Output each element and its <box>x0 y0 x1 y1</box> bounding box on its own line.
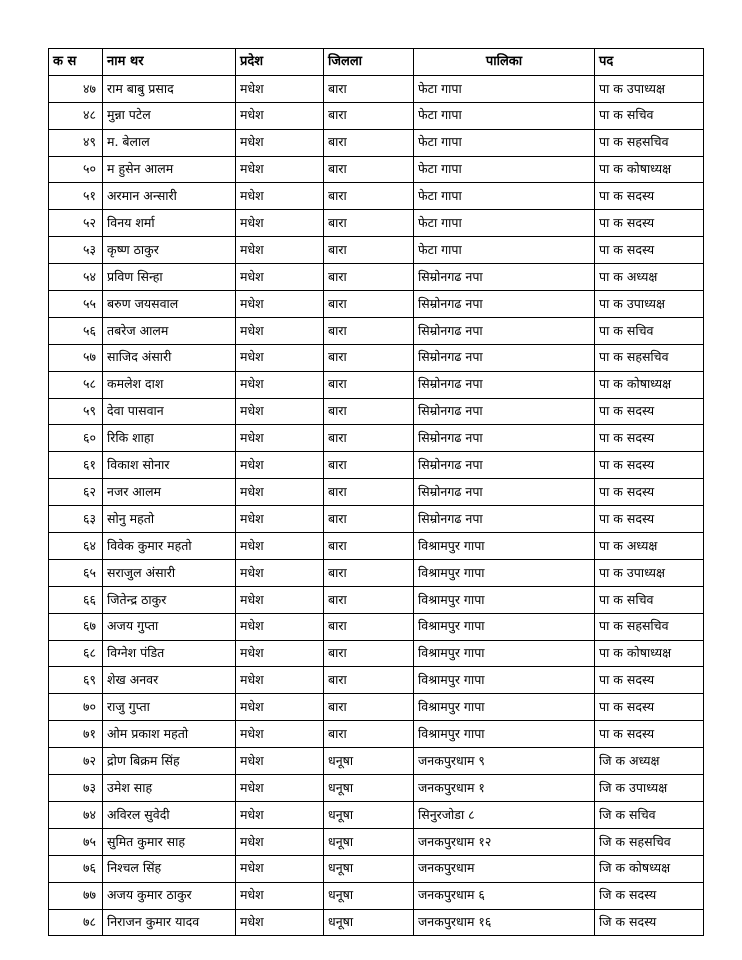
cell-name: देवा पासवान <box>103 398 236 425</box>
table-row <box>49 344 704 371</box>
table-row <box>49 828 704 855</box>
cell-name: कमलेश दाश <box>103 371 236 398</box>
cell-serial: ५७ <box>49 344 103 371</box>
cell-district: बारा <box>324 667 414 694</box>
cell-district: बारा <box>324 694 414 721</box>
table-row <box>49 694 704 721</box>
cell-province: मधेश <box>236 452 324 479</box>
header-name: नाम थर <box>103 49 236 76</box>
table-row <box>49 102 704 129</box>
cell-district: बारा <box>324 183 414 210</box>
cell-serial: ५६ <box>49 317 103 344</box>
cell-name: द्रोण बिक्रम सिंह <box>103 748 236 775</box>
cell-serial: ४८ <box>49 102 103 129</box>
cell-post: जि क सदस्य <box>595 882 704 909</box>
cell-name: म हुसेन आलम <box>103 156 236 183</box>
cell-district: बारा <box>324 559 414 586</box>
cell-province: मधेश <box>236 75 324 102</box>
cell-province: मधेश <box>236 613 324 640</box>
cell-name: ओम प्रकाश महतो <box>103 721 236 748</box>
table-row <box>49 882 704 909</box>
table-row <box>49 506 704 533</box>
header-province: प्रदेश <box>236 49 324 76</box>
cell-province: मधेश <box>236 640 324 667</box>
cell-district: बारा <box>324 640 414 667</box>
cell-name: अजय कुमार ठाकुर <box>103 882 236 909</box>
cell-province: मधेश <box>236 398 324 425</box>
cell-province: मधेश <box>236 559 324 586</box>
cell-post: पा क सचिव <box>595 102 704 129</box>
cell-post: पा क सहसचिव <box>595 344 704 371</box>
cell-district: बारा <box>324 210 414 237</box>
cell-post: जि क कोषध्यक्ष <box>595 855 704 882</box>
cell-palika: फेटा गापा <box>414 237 595 264</box>
cell-serial: ७६ <box>49 855 103 882</box>
cell-serial: ५९ <box>49 398 103 425</box>
cell-name: विग्नेश पंडित <box>103 640 236 667</box>
cell-post: पा क सचिव <box>595 586 704 613</box>
cell-palika: सिम्रोनगढ नपा <box>414 291 595 318</box>
cell-district: बारा <box>324 398 414 425</box>
cell-serial: ७७ <box>49 882 103 909</box>
cell-serial: ६० <box>49 425 103 452</box>
cell-district: धनूषा <box>324 882 414 909</box>
cell-serial: ७१ <box>49 721 103 748</box>
table-row <box>49 425 704 452</box>
cell-province: मधेश <box>236 344 324 371</box>
cell-province: मधेश <box>236 156 324 183</box>
cell-palika: सिम्रोनगढ नपा <box>414 344 595 371</box>
cell-district: बारा <box>324 264 414 291</box>
cell-district: धनूषा <box>324 855 414 882</box>
cell-province: मधेश <box>236 721 324 748</box>
cell-district: बारा <box>324 75 414 102</box>
cell-serial: ६७ <box>49 613 103 640</box>
cell-name: मुन्ना पटेल <box>103 102 236 129</box>
cell-district: धनूषा <box>324 909 414 936</box>
cell-province: मधेश <box>236 506 324 533</box>
cell-district: बारा <box>324 156 414 183</box>
cell-province: मधेश <box>236 801 324 828</box>
cell-name: विकाश सोनार <box>103 452 236 479</box>
cell-post: जि क अध्यक्ष <box>595 748 704 775</box>
cell-post: पा क उपाध्यक्ष <box>595 75 704 102</box>
cell-palika: सिम्रोनगढ नपा <box>414 317 595 344</box>
cell-serial: ४९ <box>49 129 103 156</box>
cell-name: सोनु महतो <box>103 506 236 533</box>
cell-palika: विश्रामपुर गापा <box>414 533 595 560</box>
cell-name: नजर आलम <box>103 479 236 506</box>
cell-post: पा क सदस्य <box>595 479 704 506</box>
cell-province: मधेश <box>236 425 324 452</box>
cell-palika: सिम्रोनगढ नपा <box>414 479 595 506</box>
cell-serial: ६८ <box>49 640 103 667</box>
cell-post: पा क उपाध्यक्ष <box>595 559 704 586</box>
cell-name: प्रविण सिन्हा <box>103 264 236 291</box>
cell-name: राजु गुप्ता <box>103 694 236 721</box>
member-table <box>48 48 704 936</box>
cell-province: मधेश <box>236 371 324 398</box>
header-palika: पालिका <box>414 49 595 76</box>
cell-district: बारा <box>324 129 414 156</box>
cell-province: मधेश <box>236 317 324 344</box>
cell-post: पा क सदस्य <box>595 694 704 721</box>
cell-serial: ७२ <box>49 748 103 775</box>
cell-province: मधेश <box>236 264 324 291</box>
cell-post: पा क सदस्य <box>595 452 704 479</box>
cell-name: सराजुल अंसारी <box>103 559 236 586</box>
cell-palika: जनकपुरधाम ९ <box>414 748 595 775</box>
table-row <box>49 613 704 640</box>
cell-district: धनूषा <box>324 775 414 802</box>
cell-palika: सिम्रोनगढ नपा <box>414 371 595 398</box>
cell-name: निराजन कुमार यादव <box>103 909 236 936</box>
cell-serial: ५५ <box>49 291 103 318</box>
cell-district: बारा <box>324 344 414 371</box>
cell-serial: ५८ <box>49 371 103 398</box>
cell-province: मधेश <box>236 828 324 855</box>
cell-palika: विश्रामपुर गापा <box>414 586 595 613</box>
cell-palika: सिम्रोनगढ नपा <box>414 398 595 425</box>
cell-name: अजय गुप्ता <box>103 613 236 640</box>
cell-district: बारा <box>324 533 414 560</box>
cell-district: बारा <box>324 721 414 748</box>
cell-serial: ४७ <box>49 75 103 102</box>
table-row <box>49 75 704 102</box>
header-row <box>49 49 704 76</box>
cell-palika: सिम्रोनगढ नपा <box>414 264 595 291</box>
table-row <box>49 237 704 264</box>
cell-serial: ७८ <box>49 909 103 936</box>
cell-post: जि क उपाध्यक्ष <box>595 775 704 802</box>
cell-name: सुमित कुमार साह <box>103 828 236 855</box>
cell-name: विनय शर्मा <box>103 210 236 237</box>
cell-serial: ५२ <box>49 210 103 237</box>
cell-district: धनूषा <box>324 748 414 775</box>
table-row <box>49 210 704 237</box>
cell-name: निश्चल सिंह <box>103 855 236 882</box>
cell-palika: सिम्रोनगढ नपा <box>414 506 595 533</box>
table-row <box>49 909 704 936</box>
cell-post: जि क सदस्य <box>595 909 704 936</box>
cell-serial: ५३ <box>49 237 103 264</box>
table-row <box>49 855 704 882</box>
cell-name: तबरेज आलम <box>103 317 236 344</box>
table-row <box>49 559 704 586</box>
cell-district: बारा <box>324 291 414 318</box>
cell-palika: सिम्रोनगढ नपा <box>414 452 595 479</box>
cell-post: पा क सहसचिव <box>595 129 704 156</box>
table-row <box>49 479 704 506</box>
cell-province: मधेश <box>236 882 324 909</box>
cell-palika: विश्रामपुर गापा <box>414 721 595 748</box>
cell-district: धनूषा <box>324 828 414 855</box>
cell-province: मधेश <box>236 694 324 721</box>
cell-province: मधेश <box>236 909 324 936</box>
cell-district: बारा <box>324 479 414 506</box>
cell-serial: ७५ <box>49 828 103 855</box>
cell-palika: जनकपुरधाम १२ <box>414 828 595 855</box>
cell-serial: ५० <box>49 156 103 183</box>
table-row <box>49 398 704 425</box>
cell-palika: सिम्रोनगढ नपा <box>414 425 595 452</box>
cell-province: मधेश <box>236 855 324 882</box>
cell-province: मधेश <box>236 237 324 264</box>
cell-district: बारा <box>324 317 414 344</box>
table-row <box>49 775 704 802</box>
cell-serial: ७३ <box>49 775 103 802</box>
table-row <box>49 640 704 667</box>
cell-province: मधेश <box>236 129 324 156</box>
cell-palika: फेटा गापा <box>414 210 595 237</box>
cell-district: बारा <box>324 425 414 452</box>
cell-district: बारा <box>324 371 414 398</box>
cell-post: पा क उपाध्यक्ष <box>595 291 704 318</box>
cell-post: पा क कोषाध्यक्ष <box>595 371 704 398</box>
cell-province: मधेश <box>236 291 324 318</box>
header-district: जिलला <box>324 49 414 76</box>
cell-palika: विश्रामपुर गापा <box>414 613 595 640</box>
cell-province: मधेश <box>236 667 324 694</box>
cell-post: पा क कोषाध्यक्ष <box>595 156 704 183</box>
cell-palika: सिनुरजोडा ८ <box>414 801 595 828</box>
cell-post: पा क अध्यक्ष <box>595 264 704 291</box>
cell-post: पा क अध्यक्ष <box>595 533 704 560</box>
cell-province: मधेश <box>236 533 324 560</box>
cell-province: मधेश <box>236 183 324 210</box>
cell-serial: ५१ <box>49 183 103 210</box>
cell-palika: विश्रामपुर गापा <box>414 559 595 586</box>
cell-serial: ६१ <box>49 452 103 479</box>
cell-name: उमेश साह <box>103 775 236 802</box>
cell-palika: विश्रामपुर गापा <box>414 640 595 667</box>
cell-name: रिकि शाहा <box>103 425 236 452</box>
table-row <box>49 156 704 183</box>
cell-post: जि क सचिव <box>595 801 704 828</box>
cell-palika: फेटा गापा <box>414 183 595 210</box>
cell-name: बरुण जयसवाल <box>103 291 236 318</box>
cell-palika: जनकपुरधाम ६ <box>414 882 595 909</box>
cell-serial: ६३ <box>49 506 103 533</box>
cell-province: मधेश <box>236 775 324 802</box>
cell-name: म. बेलाल <box>103 129 236 156</box>
header-serial: क स <box>49 49 103 76</box>
cell-post: पा क सहसचिव <box>595 613 704 640</box>
cell-name: कृष्ण ठाकुर <box>103 237 236 264</box>
cell-palika: विश्रामपुर गापा <box>414 667 595 694</box>
table-row <box>49 371 704 398</box>
cell-serial: ६५ <box>49 559 103 586</box>
cell-serial: ७० <box>49 694 103 721</box>
cell-palika: फेटा गापा <box>414 129 595 156</box>
cell-name: अविरल सुवेदी <box>103 801 236 828</box>
table-row <box>49 129 704 156</box>
table-row <box>49 748 704 775</box>
cell-palika: फेटा गापा <box>414 75 595 102</box>
cell-province: मधेश <box>236 586 324 613</box>
cell-district: बारा <box>324 237 414 264</box>
cell-serial: ६४ <box>49 533 103 560</box>
cell-post: पा क सदस्य <box>595 721 704 748</box>
cell-district: धनूषा <box>324 801 414 828</box>
cell-district: बारा <box>324 452 414 479</box>
cell-post: पा क सदस्य <box>595 667 704 694</box>
cell-palika: जनकपुरधाम १ <box>414 775 595 802</box>
cell-post: पा क सदस्य <box>595 237 704 264</box>
cell-post: पा क कोषाध्यक्ष <box>595 640 704 667</box>
cell-serial: ६९ <box>49 667 103 694</box>
cell-district: बारा <box>324 586 414 613</box>
cell-province: मधेश <box>236 748 324 775</box>
table-row <box>49 264 704 291</box>
cell-province: मधेश <box>236 479 324 506</box>
cell-name: अरमान अन्सारी <box>103 183 236 210</box>
cell-name: शेख अनवर <box>103 667 236 694</box>
cell-palika: जनकपुरधाम १६ <box>414 909 595 936</box>
table-row <box>49 291 704 318</box>
cell-post: पा क सदस्य <box>595 425 704 452</box>
table-row <box>49 721 704 748</box>
table-row <box>49 533 704 560</box>
table-row <box>49 183 704 210</box>
cell-name: जितेन्द्र ठाकुर <box>103 586 236 613</box>
cell-post: पा क सदस्य <box>595 183 704 210</box>
cell-palika: फेटा गापा <box>414 102 595 129</box>
cell-serial: ६२ <box>49 479 103 506</box>
table-row <box>49 801 704 828</box>
cell-palika: विश्रामपुर गापा <box>414 694 595 721</box>
cell-name: साजिद अंसारी <box>103 344 236 371</box>
table-row <box>49 452 704 479</box>
cell-post: पा क सचिव <box>595 317 704 344</box>
cell-district: बारा <box>324 102 414 129</box>
table-row <box>49 317 704 344</box>
cell-name: विवेक कुमार महतो <box>103 533 236 560</box>
cell-post: जि क सहसचिव <box>595 828 704 855</box>
cell-province: मधेश <box>236 102 324 129</box>
cell-name: राम बाबु प्रसाद <box>103 75 236 102</box>
cell-post: पा क सदस्य <box>595 210 704 237</box>
cell-post: पा क सदस्य <box>595 398 704 425</box>
cell-district: बारा <box>324 506 414 533</box>
header-post: पद <box>595 49 704 76</box>
cell-serial: ५४ <box>49 264 103 291</box>
cell-serial: ६६ <box>49 586 103 613</box>
cell-palika: फेटा गापा <box>414 156 595 183</box>
cell-post: पा क सदस्य <box>595 506 704 533</box>
cell-palika: जनकपुरधाम <box>414 855 595 882</box>
table-row <box>49 667 704 694</box>
cell-province: मधेश <box>236 210 324 237</box>
table-row <box>49 586 704 613</box>
cell-district: बारा <box>324 613 414 640</box>
cell-serial: ७४ <box>49 801 103 828</box>
